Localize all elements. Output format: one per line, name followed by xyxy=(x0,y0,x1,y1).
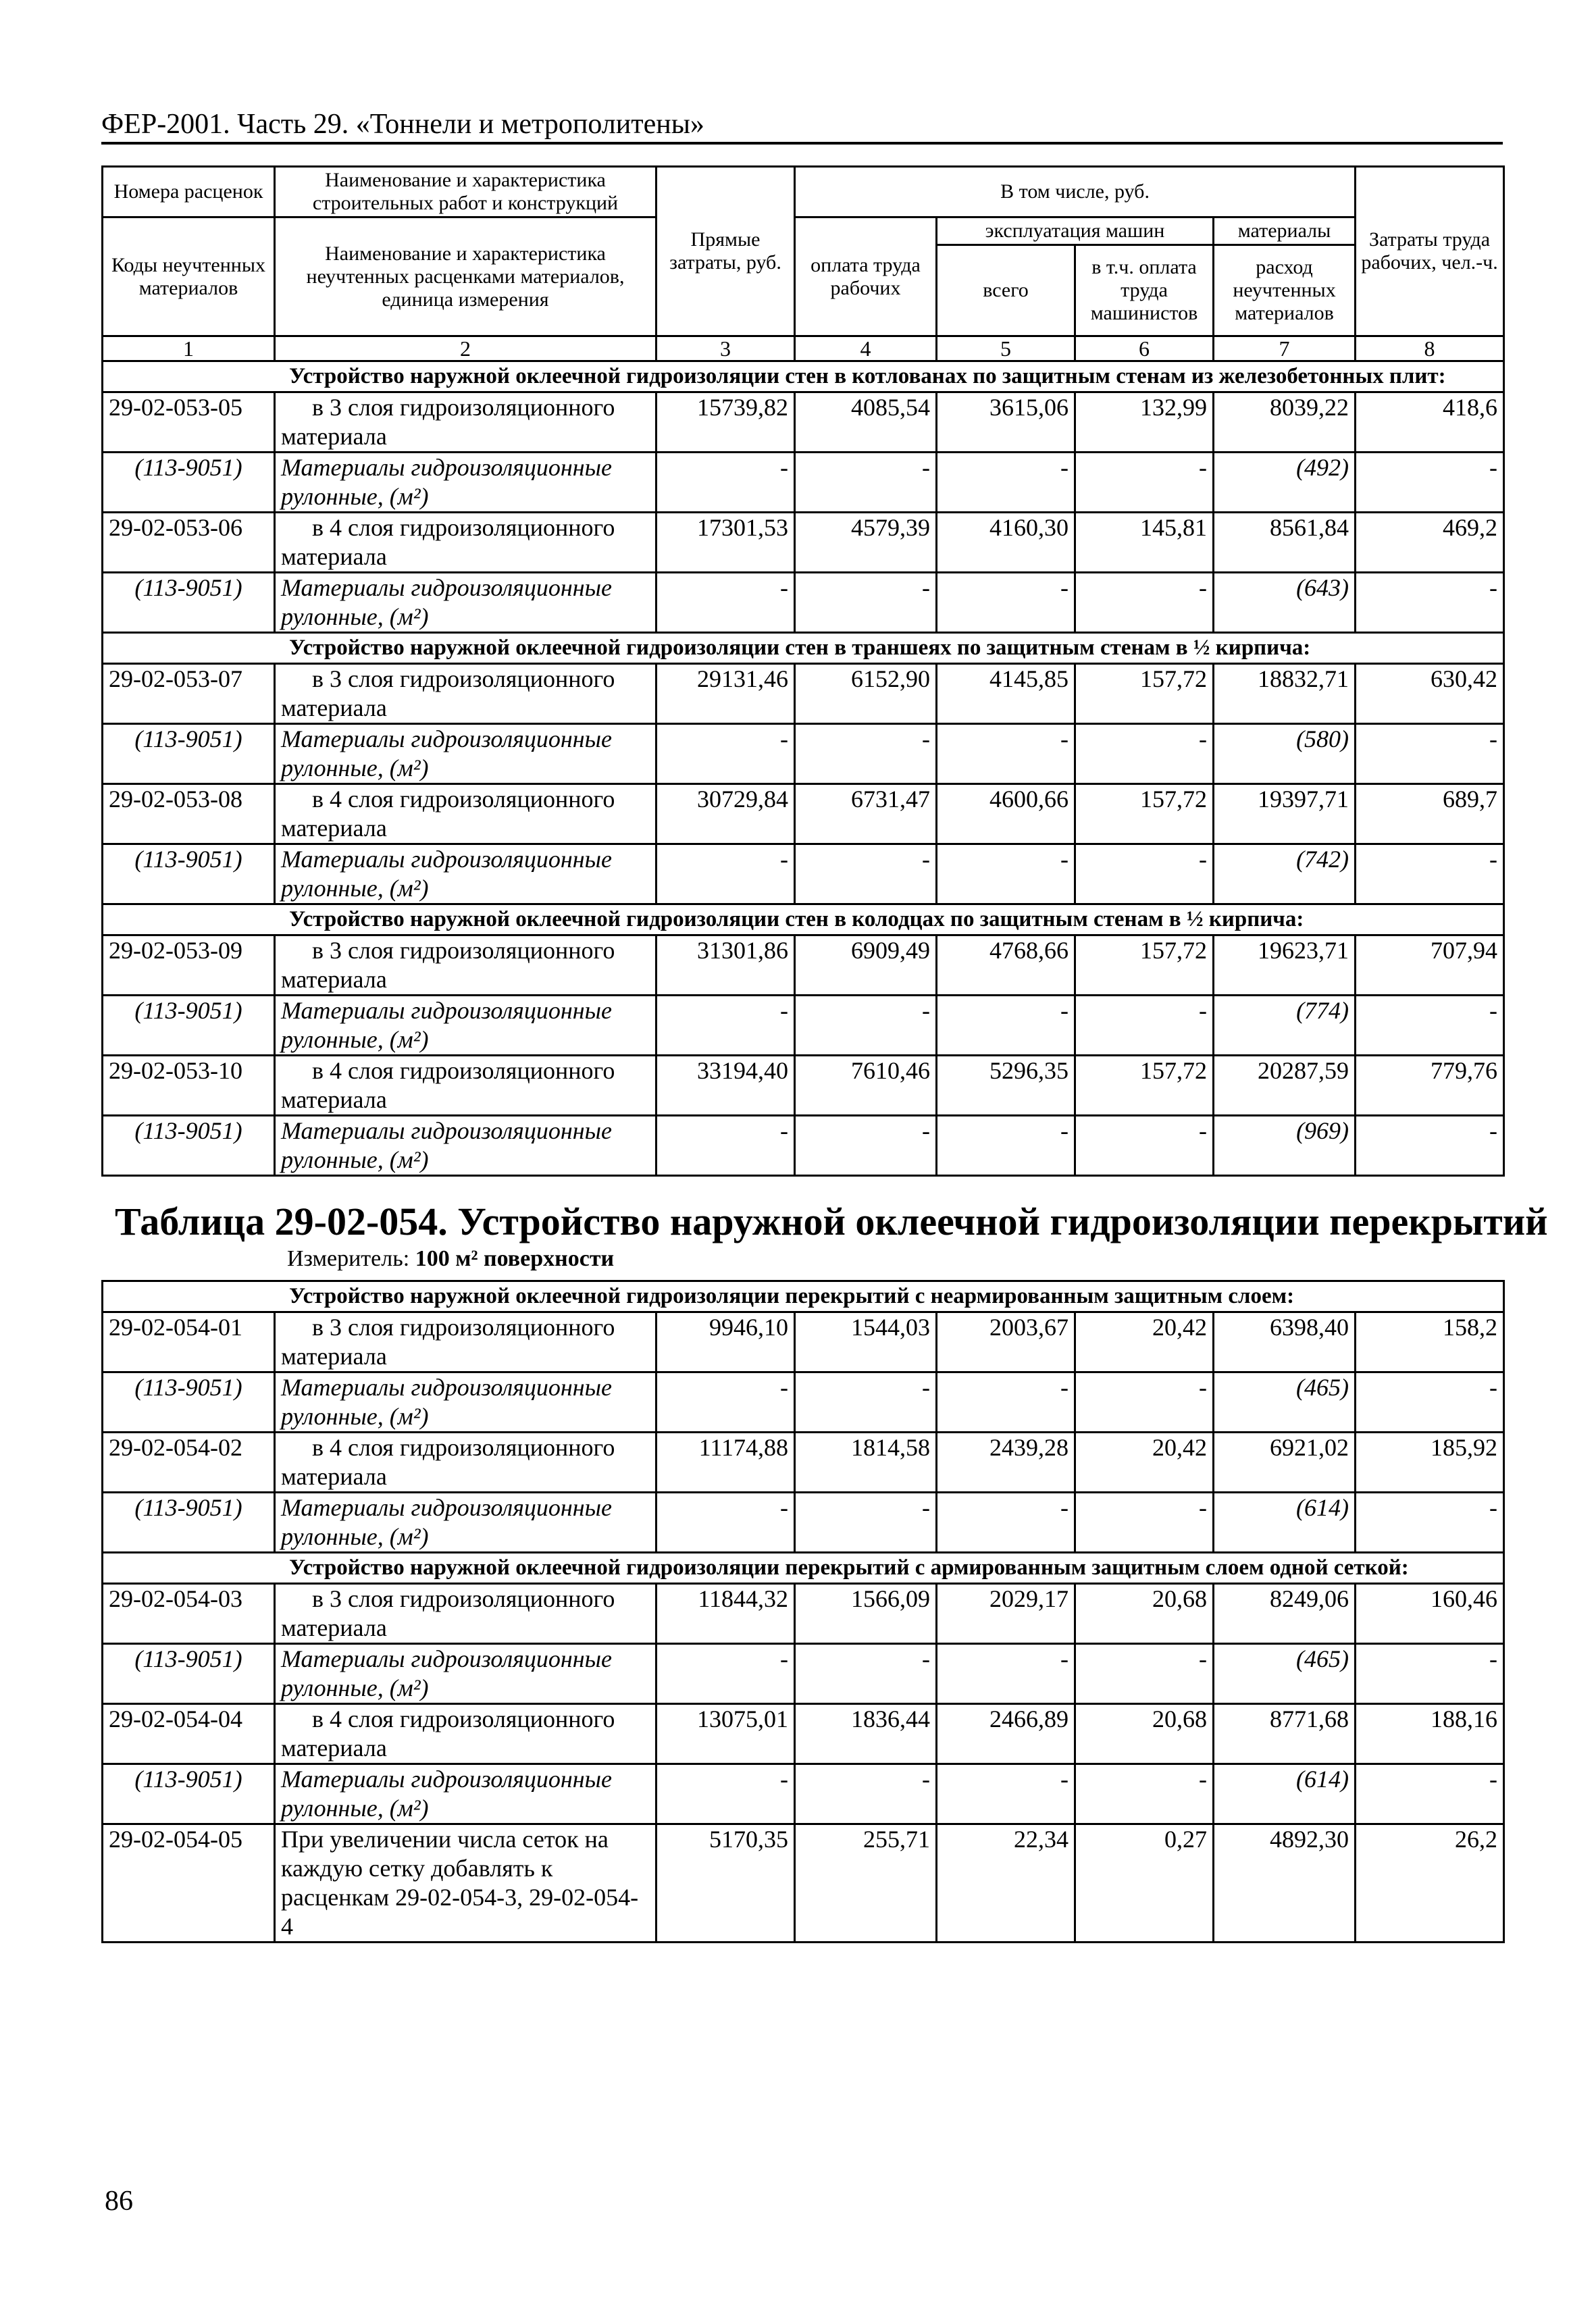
material-name: Материалы гидроизоляционные рулонные, (м²) xyxy=(275,1116,657,1176)
labor-hours: 469,2 xyxy=(1356,513,1504,573)
column-index: 7 xyxy=(1214,336,1356,361)
material-code: (113-9051) xyxy=(103,844,275,904)
materials-cost: 19623,71 xyxy=(1214,935,1356,996)
rate-code: 29-02-053-10 xyxy=(103,1056,275,1116)
section-title: Устройство наружной оклеечной гидроизоляции стен в траншеях по защитным стенам в ½ кирпича: xyxy=(103,633,1504,664)
section-title: Устройство наружной оклеечной гидроизоляции перекрытий с неармированным защитным слоем: xyxy=(103,1281,1504,1312)
material-code: (113-9051) xyxy=(103,1116,275,1176)
materials-cost: 20287,59 xyxy=(1214,1056,1356,1116)
column-index: 5 xyxy=(937,336,1075,361)
operator-pay: - xyxy=(1075,1493,1214,1553)
table-row xyxy=(103,1056,1504,1116)
material-name: Материалы гидроизоляционные рулонные, (м²) xyxy=(275,573,657,633)
operator-pay: - xyxy=(1075,844,1214,904)
worker-pay: 6152,90 xyxy=(795,664,937,724)
material-row xyxy=(103,1764,1504,1824)
section-title: Устройство наружной оклеечной гидроизоляции перекрытий с армированным защитным слоем одной сеткой: xyxy=(103,1553,1504,1584)
material-row xyxy=(103,1116,1504,1176)
operator-pay: - xyxy=(1075,1372,1214,1433)
material-code: (113-9051) xyxy=(103,724,275,784)
labor-hours: 188,16 xyxy=(1356,1704,1504,1764)
direct-costs: - xyxy=(657,1764,795,1824)
operator-pay: 20,68 xyxy=(1075,1584,1214,1644)
material-quantity: (614) xyxy=(1214,1493,1356,1553)
direct-costs: - xyxy=(657,453,795,513)
worker-pay: 7610,46 xyxy=(795,1056,937,1116)
rate-code: 29-02-054-04 xyxy=(103,1704,275,1764)
material-code: (113-9051) xyxy=(103,573,275,633)
worker-pay: - xyxy=(795,844,937,904)
labor-hours: - xyxy=(1356,724,1504,784)
operator-pay: 20,42 xyxy=(1075,1433,1214,1493)
material-quantity: (580) xyxy=(1214,724,1356,784)
material-quantity: (465) xyxy=(1214,1372,1356,1433)
machines-total: - xyxy=(937,1116,1075,1176)
measurer xyxy=(287,1246,614,1272)
header-machines-total: всего xyxy=(937,245,1075,336)
work-name xyxy=(275,664,657,724)
machines-total: - xyxy=(937,1493,1075,1553)
table-row xyxy=(103,392,1504,453)
work-name-text: в 4 слоя гидроизоляционного материала xyxy=(281,1057,615,1113)
material-row xyxy=(103,573,1504,633)
direct-costs: 30729,84 xyxy=(657,784,795,844)
section-row xyxy=(103,361,1504,392)
rate-code: 29-02-054-01 xyxy=(103,1312,275,1372)
labor-hours: 26,2 xyxy=(1356,1824,1504,1943)
operator-pay: - xyxy=(1075,1764,1214,1824)
header-including: В том числе, руб. xyxy=(795,167,1356,217)
machines-total: - xyxy=(937,1764,1075,1824)
material-row xyxy=(103,724,1504,784)
header-material-code: Коды неучтенных материалов xyxy=(103,217,275,336)
operator-pay: 145,81 xyxy=(1075,513,1214,573)
header-rule xyxy=(101,142,1503,145)
operator-pay: 20,42 xyxy=(1075,1312,1214,1372)
material-name: Материалы гидроизоляционные рулонные, (м²) xyxy=(275,996,657,1056)
material-quantity: (643) xyxy=(1214,573,1356,633)
section-row xyxy=(103,1553,1504,1584)
worker-pay: - xyxy=(795,996,937,1056)
materials-cost: 8249,06 xyxy=(1214,1584,1356,1644)
worker-pay: 1836,44 xyxy=(795,1704,937,1764)
material-row xyxy=(103,1644,1504,1704)
material-code: (113-9051) xyxy=(103,1644,275,1704)
labor-hours: - xyxy=(1356,1764,1504,1824)
material-row xyxy=(103,1372,1504,1433)
table-row xyxy=(103,1584,1504,1644)
table-row xyxy=(103,513,1504,573)
work-name-text: в 4 слоя гидроизоляционного материала xyxy=(281,514,615,570)
work-name xyxy=(275,784,657,844)
direct-costs: 11844,32 xyxy=(657,1584,795,1644)
labor-hours: - xyxy=(1356,573,1504,633)
worker-pay: - xyxy=(795,573,937,633)
worker-pay: 255,71 xyxy=(795,1824,937,1943)
operator-pay: 0,27 xyxy=(1075,1824,1214,1943)
rate-code: 29-02-053-08 xyxy=(103,784,275,844)
machines-total: 4600,66 xyxy=(937,784,1075,844)
header-machines: эксплуатация машин xyxy=(937,217,1214,245)
materials-cost: 19397,71 xyxy=(1214,784,1356,844)
work-name-text: в 3 слоя гидроизоляционного материала xyxy=(281,1585,615,1641)
header-work-name: Наименование и характеристика строительных работ и конструкций xyxy=(275,167,657,217)
section-row xyxy=(103,904,1504,935)
operator-pay: - xyxy=(1075,453,1214,513)
worker-pay: - xyxy=(795,1372,937,1433)
rate-code: 29-02-053-06 xyxy=(103,513,275,573)
rate-code: 29-02-054-03 xyxy=(103,1584,275,1644)
direct-costs: - xyxy=(657,1644,795,1704)
work-name-text: в 3 слоя гидроизоляционного материала xyxy=(281,1314,615,1370)
work-name xyxy=(275,392,657,453)
labor-hours: 418,6 xyxy=(1356,392,1504,453)
table-row xyxy=(103,1824,1504,1943)
material-name: Материалы гидроизоляционные рулонные, (м²) xyxy=(275,724,657,784)
labor-hours: - xyxy=(1356,1493,1504,1553)
labor-hours: 185,92 xyxy=(1356,1433,1504,1493)
material-code: (113-9051) xyxy=(103,1493,275,1553)
header-direct-costs: Прямые затраты, руб. xyxy=(657,167,795,336)
work-name xyxy=(275,935,657,996)
material-code: (113-9051) xyxy=(103,1764,275,1824)
worker-pay: 1566,09 xyxy=(795,1584,937,1644)
machines-total: - xyxy=(937,724,1075,784)
direct-costs: 15739,82 xyxy=(657,392,795,453)
column-index: 1 xyxy=(103,336,275,361)
rate-code: 29-02-053-05 xyxy=(103,392,275,453)
header-materials: материалы xyxy=(1214,217,1356,245)
work-name-text: в 3 слоя гидроизоляционного материала xyxy=(281,937,615,993)
machines-total: 22,34 xyxy=(937,1824,1075,1943)
machines-total: - xyxy=(937,844,1075,904)
labor-hours: 689,7 xyxy=(1356,784,1504,844)
work-name-text: в 4 слоя гидроизоляционного материала xyxy=(281,786,615,842)
material-name: Материалы гидроизоляционные рулонные, (м²) xyxy=(275,453,657,513)
direct-costs: - xyxy=(657,844,795,904)
work-name xyxy=(275,1312,657,1372)
worker-pay: 1544,03 xyxy=(795,1312,937,1372)
column-index: 4 xyxy=(795,336,937,361)
work-name xyxy=(275,1584,657,1644)
rate-code: 29-02-054-05 xyxy=(103,1824,275,1943)
table-title: Таблица 29-02-054. Устройство наружной оклеечной гидроизоляции перекрытий xyxy=(115,1200,1548,1243)
direct-costs: 17301,53 xyxy=(657,513,795,573)
header-material-name: Наименование и характеристика неучтенных расценками материалов, единица измерения xyxy=(275,217,657,336)
labor-hours: 160,46 xyxy=(1356,1584,1504,1644)
direct-costs: 33194,40 xyxy=(657,1056,795,1116)
work-name xyxy=(275,1704,657,1764)
table-row xyxy=(103,784,1504,844)
column-index: 2 xyxy=(275,336,657,361)
operator-pay: - xyxy=(1075,724,1214,784)
table-row xyxy=(103,935,1504,996)
page-number: 86 xyxy=(105,2186,133,2217)
material-code: (113-9051) xyxy=(103,1372,275,1433)
labor-hours: - xyxy=(1356,844,1504,904)
material-quantity: (969) xyxy=(1214,1116,1356,1176)
machines-total: 4768,66 xyxy=(937,935,1075,996)
price-table-29-02-053 xyxy=(101,165,1505,1177)
direct-costs: 29131,46 xyxy=(657,664,795,724)
operator-pay: 132,99 xyxy=(1075,392,1214,453)
material-row xyxy=(103,996,1504,1056)
material-name: Материалы гидроизоляционные рулонные, (м²) xyxy=(275,1372,657,1433)
machines-total: 2003,67 xyxy=(937,1312,1075,1372)
section-title: Устройство наружной оклеечной гидроизоляции стен в колодцах по защитным стенам в ½ кирпича: xyxy=(103,904,1504,935)
labor-hours: 158,2 xyxy=(1356,1312,1504,1372)
machines-total: 3615,06 xyxy=(937,392,1075,453)
material-name: Материалы гидроизоляционные рулонные, (м²) xyxy=(275,1764,657,1824)
table-row xyxy=(103,1704,1504,1764)
worker-pay: - xyxy=(795,1764,937,1824)
operator-pay: 20,68 xyxy=(1075,1704,1214,1764)
table-row xyxy=(103,1433,1504,1493)
table-row xyxy=(103,1312,1504,1372)
operator-pay: - xyxy=(1075,996,1214,1056)
material-quantity: (492) xyxy=(1214,453,1356,513)
measurer-label: Измеритель: xyxy=(287,1246,410,1271)
operator-pay: - xyxy=(1075,573,1214,633)
direct-costs: - xyxy=(657,573,795,633)
labor-hours: - xyxy=(1356,1644,1504,1704)
work-name xyxy=(275,513,657,573)
worker-pay: 4579,39 xyxy=(795,513,937,573)
direct-costs: - xyxy=(657,1372,795,1433)
worker-pay: - xyxy=(795,1644,937,1704)
direct-costs: 13075,01 xyxy=(657,1704,795,1764)
worker-pay: - xyxy=(795,1116,937,1176)
direct-costs: - xyxy=(657,996,795,1056)
material-quantity: (614) xyxy=(1214,1764,1356,1824)
worker-pay: - xyxy=(795,724,937,784)
operator-pay: - xyxy=(1075,1116,1214,1176)
operator-pay: - xyxy=(1075,1644,1214,1704)
labor-hours: - xyxy=(1356,1116,1504,1176)
labor-hours: 707,94 xyxy=(1356,935,1504,996)
running-head: ФЕР-2001. Часть 29. «Тоннели и метрополитены» xyxy=(101,109,704,140)
measurer-value: 100 м² поверхности xyxy=(415,1246,615,1271)
labor-hours: - xyxy=(1356,996,1504,1056)
section-row xyxy=(103,1281,1504,1312)
materials-cost: 6921,02 xyxy=(1214,1433,1356,1493)
header-material-consumption: расход неучтенных материалов xyxy=(1214,245,1356,336)
material-code: (113-9051) xyxy=(103,996,275,1056)
materials-cost: 8561,84 xyxy=(1214,513,1356,573)
material-quantity: (774) xyxy=(1214,996,1356,1056)
worker-pay: - xyxy=(795,453,937,513)
worker-pay: - xyxy=(795,1493,937,1553)
rate-code: 29-02-053-07 xyxy=(103,664,275,724)
header-worker-pay: оплата труда рабочих xyxy=(795,217,937,336)
operator-pay: 157,72 xyxy=(1075,664,1214,724)
worker-pay: 4085,54 xyxy=(795,392,937,453)
material-row xyxy=(103,844,1504,904)
machines-total: - xyxy=(937,1372,1075,1433)
operator-pay: 157,72 xyxy=(1075,1056,1214,1116)
price-table-29-02-054 xyxy=(101,1280,1505,1943)
materials-cost: 4892,30 xyxy=(1214,1824,1356,1943)
direct-costs: 31301,86 xyxy=(657,935,795,996)
materials-cost: 18832,71 xyxy=(1214,664,1356,724)
table-row xyxy=(103,664,1504,724)
labor-hours: - xyxy=(1356,1372,1504,1433)
operator-pay: 157,72 xyxy=(1075,935,1214,996)
machines-total: 5296,35 xyxy=(937,1056,1075,1116)
materials-cost: 6398,40 xyxy=(1214,1312,1356,1372)
section-title: Устройство наружной оклеечной гидроизоляции стен в котлованах по защитным стенам из железобетонных плит: xyxy=(103,361,1504,392)
machines-total: - xyxy=(937,996,1075,1056)
direct-costs: 11174,88 xyxy=(657,1433,795,1493)
material-name: Материалы гидроизоляционные рулонные, (м²) xyxy=(275,844,657,904)
machines-total: - xyxy=(937,453,1075,513)
material-code: (113-9051) xyxy=(103,453,275,513)
material-quantity: (742) xyxy=(1214,844,1356,904)
machines-total: 4160,30 xyxy=(937,513,1075,573)
labor-hours: 779,76 xyxy=(1356,1056,1504,1116)
header-labor-hours: Затраты труда рабочих, чел.-ч. xyxy=(1356,167,1504,336)
work-name-text: в 3 слоя гидроизоляционного материала xyxy=(281,394,615,450)
worker-pay: 6909,49 xyxy=(795,935,937,996)
material-name: Материалы гидроизоляционные рулонные, (м²) xyxy=(275,1644,657,1704)
rate-code: 29-02-054-02 xyxy=(103,1433,275,1493)
material-row xyxy=(103,453,1504,513)
material-quantity: (465) xyxy=(1214,1644,1356,1704)
labor-hours: - xyxy=(1356,453,1504,513)
column-index: 6 xyxy=(1075,336,1214,361)
operator-pay: 157,72 xyxy=(1075,784,1214,844)
machines-total: 2439,28 xyxy=(937,1433,1075,1493)
direct-costs: - xyxy=(657,1493,795,1553)
materials-cost: 8771,68 xyxy=(1214,1704,1356,1764)
column-index: 8 xyxy=(1356,336,1504,361)
work-name: При увеличении числа сеток на каждую сетку добавлять к расценкам 29-02-054-3, 29-02-054-4 xyxy=(275,1824,657,1943)
rate-code: 29-02-053-09 xyxy=(103,935,275,996)
work-name-text: в 3 слоя гидроизоляционного материала xyxy=(281,665,615,721)
material-name: Материалы гидроизоляционные рулонные, (м²) xyxy=(275,1493,657,1553)
machines-total: - xyxy=(937,573,1075,633)
direct-costs: - xyxy=(657,1116,795,1176)
machines-total: - xyxy=(937,1644,1075,1704)
section-row xyxy=(103,633,1504,664)
materials-cost: 8039,22 xyxy=(1214,392,1356,453)
machines-total: 2029,17 xyxy=(937,1584,1075,1644)
worker-pay: 6731,47 xyxy=(795,784,937,844)
labor-hours: 630,42 xyxy=(1356,664,1504,724)
direct-costs: - xyxy=(657,724,795,784)
machines-total: 2466,89 xyxy=(937,1704,1075,1764)
work-name-text: в 4 слоя гидроизоляционного материала xyxy=(281,1434,615,1490)
machines-total: 4145,85 xyxy=(937,664,1075,724)
column-index: 3 xyxy=(657,336,795,361)
work-name-text: в 4 слоя гидроизоляционного материала xyxy=(281,1705,615,1762)
header-operator-pay: в т.ч. оплата труда машинистов xyxy=(1075,245,1214,336)
direct-costs: 9946,10 xyxy=(657,1312,795,1372)
work-name xyxy=(275,1433,657,1493)
header-rate-number: Номера расценок xyxy=(103,167,275,217)
direct-costs: 5170,35 xyxy=(657,1824,795,1943)
worker-pay: 1814,58 xyxy=(795,1433,937,1493)
material-row xyxy=(103,1493,1504,1553)
work-name xyxy=(275,1056,657,1116)
